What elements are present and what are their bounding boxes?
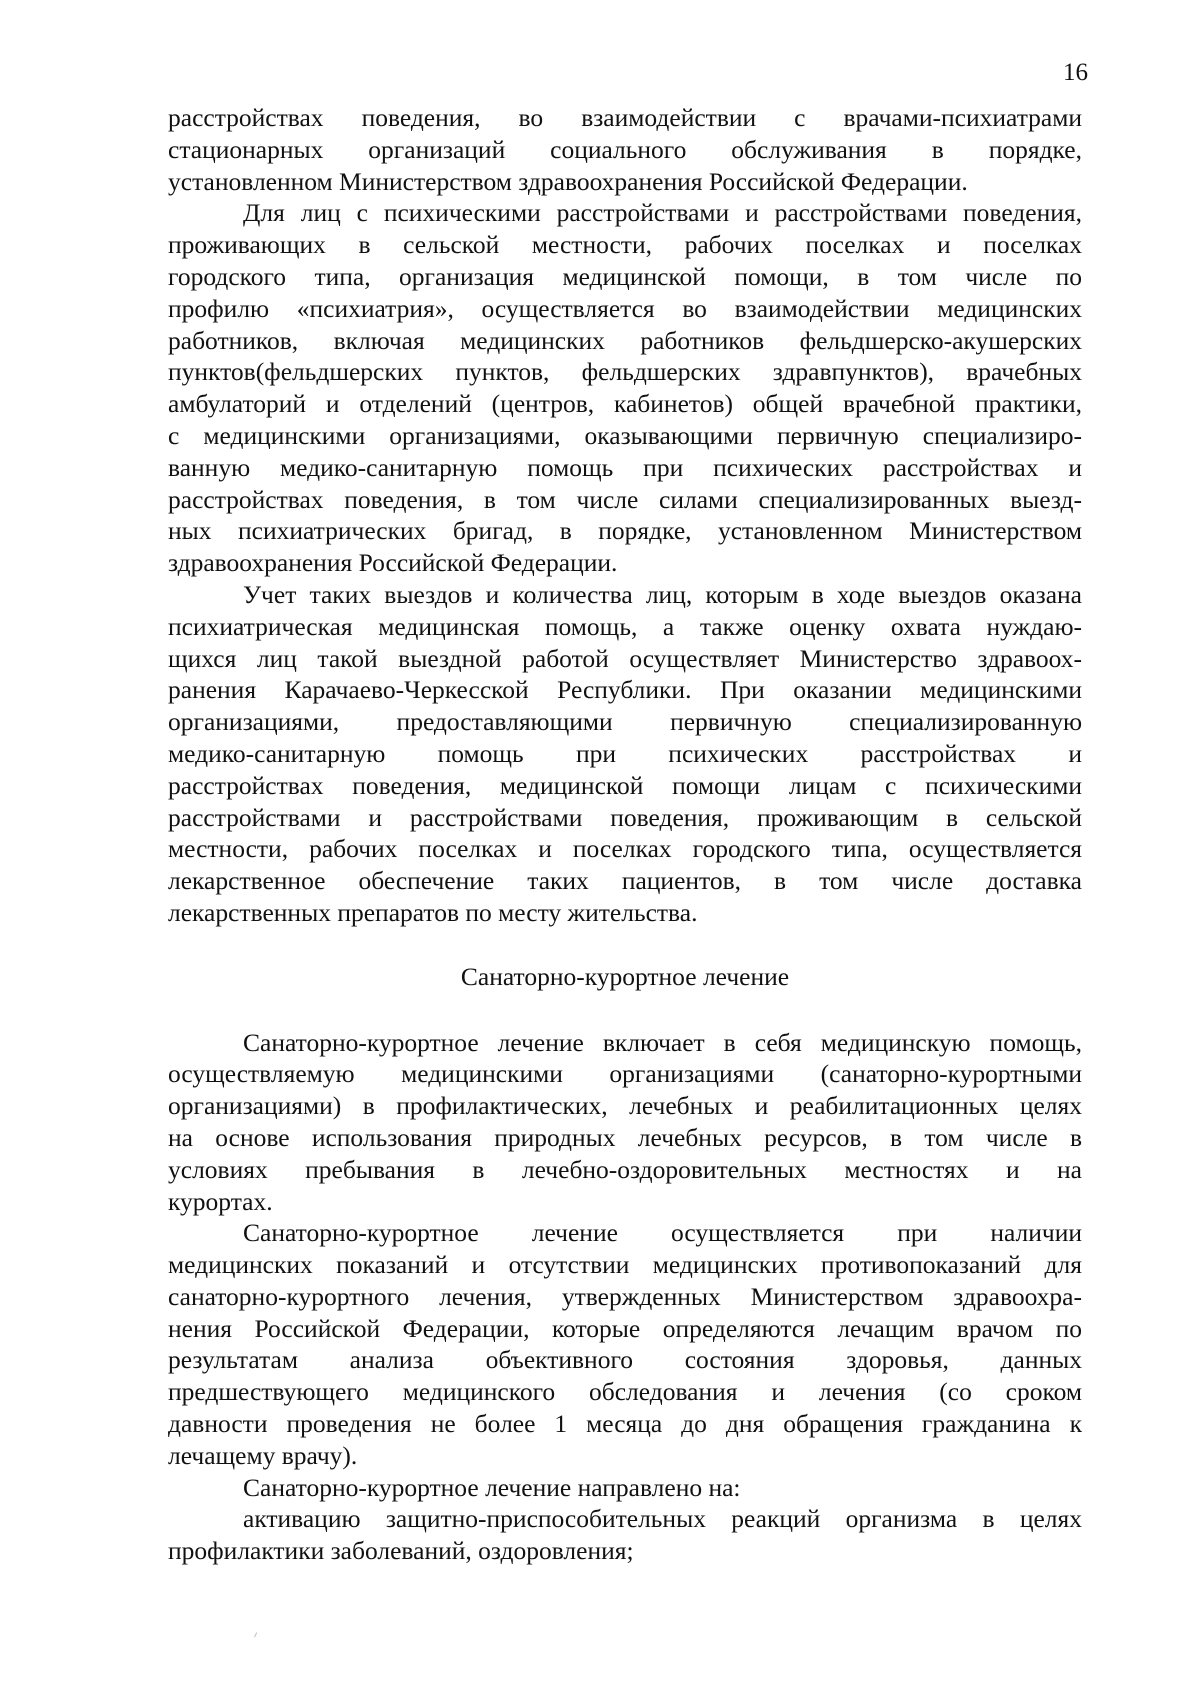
text-line: курортах. (168, 1186, 273, 1216)
paragraph (168, 197, 1082, 579)
paragraph (168, 1472, 1082, 1504)
text-line: психиатрическая медицинская помощь, а также оценку охвата нуждаю- (168, 611, 1082, 641)
text-line: Санаторно-курортное лечение включает в себя медицинскую помощь, (243, 1027, 1082, 1057)
text-line: условиях пребывания в лечебно-оздоровительных местностях и на (168, 1154, 1082, 1184)
text-line: профилактики заболеваний, оздоровления; (168, 1536, 634, 1566)
section-heading: Санаторно-курортное лечение (460, 961, 790, 991)
text-line: расстройствах поведения, во взаимодействии с врачами-психиатрами (168, 103, 1082, 132)
text-line: с медицинскими организациями, оказывающими первичную специализиро- (168, 420, 1082, 450)
text-line: лекарственное обеспечение таких пациентов, в том числе доставка (168, 866, 1082, 896)
top-paragraphs (168, 102, 1082, 929)
text-line: медицинских показаний и отсутствии медицинских противопоказаний для (168, 1250, 1082, 1280)
text-line: расстройствах поведения, в том числе силами специализированных выезд- (168, 484, 1082, 514)
text-line: расстройствах поведения, медицинской помощи лицам с психическими (168, 770, 1082, 800)
text-line: медико-санитарную помощь при психических расстройствах и (168, 738, 1082, 768)
text-line: пунктов(фельдшерских пунктов, фельдшерских здравпунктов), врачебных (168, 357, 1082, 387)
text-line: амбулаторий и отделений (центров, кабинетов) общей врачебной практики, (168, 389, 1082, 419)
text-line: санаторно-курортного лечения, утвержденных Министерством здравоохра- (168, 1281, 1082, 1311)
text-line: стационарных организаций социального обслуживания в порядке, (168, 134, 1082, 164)
text-line: Учет таких выездов и количества лиц, которым в ходе выездов оказана (243, 579, 1082, 609)
paragraph (168, 1027, 1082, 1218)
section-paragraphs (168, 1027, 1082, 1568)
text-line: профилю «психиатрия», осуществляется во взаимодействии медицинских (168, 293, 1082, 323)
scan-speck (254, 1632, 260, 1638)
page-body (168, 102, 1082, 1567)
text-line: активацию защитно-приспособительных реакций организма в целях (243, 1504, 1082, 1534)
text-line: Санаторно-курортное лечение осуществляется при наличии (243, 1218, 1082, 1248)
text-line: результатам анализа объективного состояния здоровья, данных (168, 1345, 1082, 1375)
text-line: предшествующего медицинского обследования и лечения (со сроком (168, 1377, 1082, 1407)
text-line: организациями, предоставляющими первичную специализированную (168, 707, 1082, 737)
text-line: лечащему врачу). (168, 1440, 358, 1470)
text-line: расстройствами и расстройствами поведения, проживающим в сельской (168, 802, 1082, 832)
text-line: Санаторно-курортное лечение направлено на: (243, 1472, 741, 1502)
text-line: Для лиц с психическими расстройствами и расстройствами поведения, (243, 198, 1082, 228)
text-line: на основе использования природных лечебных ресурсов, в том числе в (168, 1122, 1082, 1152)
text-line: ных психиатрических бригад, в порядке, установленном Министерством (168, 516, 1082, 546)
text-line: давности проведения не более 1 месяца до дня обращения гражданина к (168, 1409, 1082, 1439)
text-line: городского типа, организация медицинской помощи, в том числе по (168, 261, 1082, 291)
text-line: нения Российской Федерации, которые определяются лечащим врачом по (168, 1313, 1082, 1343)
text-line: установленном Министерством здравоохранения Российской Федерации. (168, 166, 968, 196)
text-line: осуществляемую медицинскими организациями (санаторно-курортными (168, 1059, 1082, 1089)
text-line: ранения Карачаево-Черкесской Республики. При оказании медицинскими (168, 675, 1082, 705)
text-line: работников, включая медицинских работников фельдшерско-акушерских (168, 325, 1082, 355)
text-line: организациями) в профилактических, лечебных и реабилитационных целях (168, 1091, 1082, 1121)
paragraph (168, 1217, 1082, 1471)
text-line: здравоохранения Российской Федерации. (168, 548, 618, 578)
text-line: местности, рабочих поселках и поселках городского типа, осуществляется (168, 834, 1082, 864)
text-line: проживающих в сельской местности, рабочих поселках и поселках (168, 230, 1082, 260)
text-line: лекарственных препаратов по месту жительства. (168, 897, 698, 927)
page-number: 16 (1063, 59, 1088, 86)
text-line: ванную медико-санитарную помощь при психических расстройствах и (168, 452, 1082, 482)
paragraph (168, 1503, 1082, 1567)
paragraph (168, 102, 1082, 197)
text-line: щихся лиц такой выездной работой осуществляет Министерство здравоох- (168, 643, 1082, 673)
paragraph (168, 579, 1082, 929)
